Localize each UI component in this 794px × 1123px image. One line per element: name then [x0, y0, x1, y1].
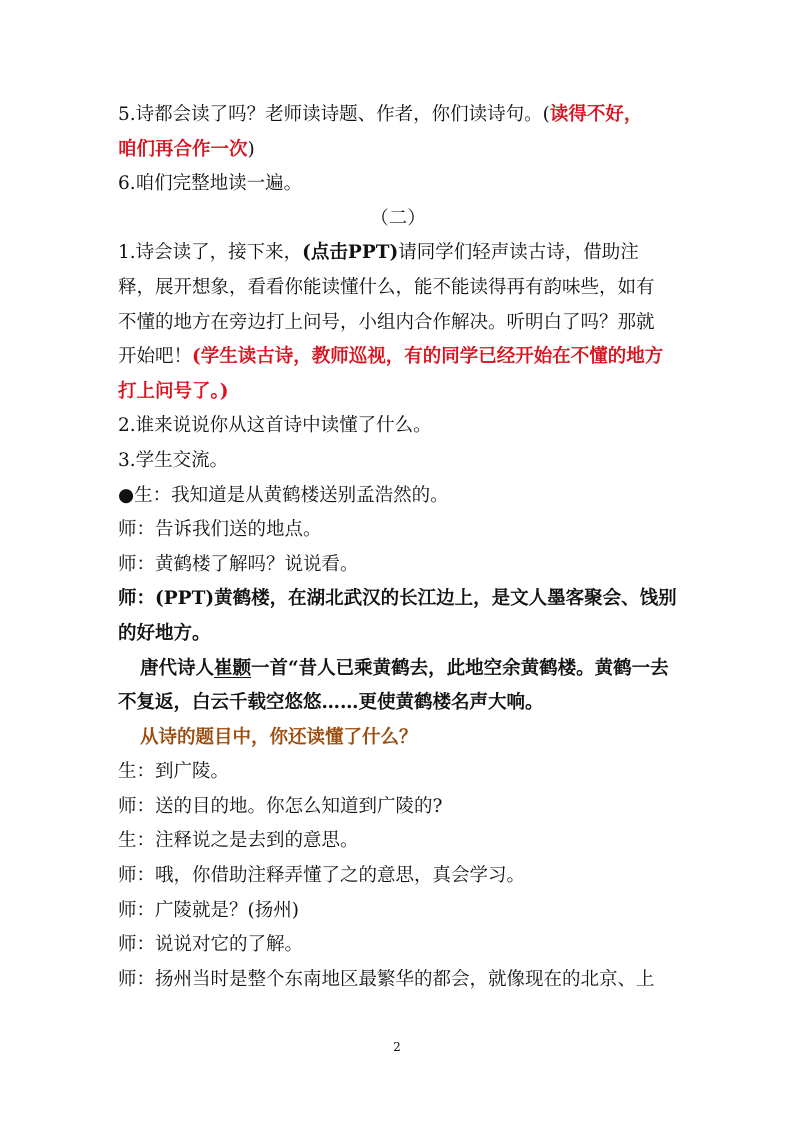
paragraph-1-cont	[118, 375, 678, 410]
red-note: (学生读古诗，教师巡视，有的同学已经开始在不懂的地方	[192, 346, 664, 368]
text-run: 请同学们轻声读古诗，借助注	[398, 242, 639, 264]
paragraph-5-cont	[118, 133, 678, 168]
text-run: 生：注释说之是去到的意思。	[118, 830, 359, 852]
paragraph-1-cont	[118, 271, 678, 306]
text-run: 6.咱们完整地读一遍。	[118, 173, 303, 195]
dialogue-line	[118, 479, 678, 514]
dialogue-line	[118, 755, 678, 790]
question-line	[118, 721, 678, 756]
bold-run: (点击PPT)	[302, 242, 399, 264]
paragraph-6	[118, 167, 678, 202]
text-run: 师：送的目的地。你怎么知道到广陵的?	[118, 795, 443, 817]
question-text: 从诗的题目中，你还读懂了什么？	[140, 726, 418, 748]
dialogue-line	[118, 894, 678, 929]
bold-run: 师：(PPT)黄鹤楼，在湖北武汉的长江边上，是文人墨客聚会、饯别	[118, 588, 677, 610]
text-run: 师：说说对它的了解。	[118, 934, 304, 956]
paragraph-5	[118, 98, 678, 133]
paragraph-3	[118, 444, 678, 479]
bold-run: 唐代诗人	[140, 657, 215, 679]
poet-name: 崔颢	[214, 657, 252, 679]
paragraph-1	[118, 236, 678, 271]
paragraph-2	[118, 409, 678, 444]
bold-run: 一首“昔人已乘黄鹤去，此地空余黄鹤楼。黄鹤一去	[251, 657, 669, 679]
text-run: 开始吧！	[118, 346, 193, 368]
paragraph-1-cont	[118, 306, 678, 341]
dialogue-line	[118, 928, 678, 963]
dialogue-line	[118, 963, 678, 998]
dialogue-line	[118, 513, 678, 548]
bold-run: 的好地方。	[118, 622, 211, 644]
text-run: 3.学生交流。	[118, 449, 229, 471]
dialogue-line	[118, 582, 678, 617]
text-run: 1.诗会读了，接下来，	[118, 242, 303, 264]
bold-run: 不复返，白云千载空悠悠……更使黄鹤楼名声大响。	[118, 692, 544, 714]
text-run: 不懂的地方在旁边打上问号，小组内合作解决。听明白了吗？那就	[118, 311, 655, 333]
text-run: 5.诗都会读了吗？老师读诗题、作者，你们读诗句。(	[118, 104, 550, 125]
section-label: （二）	[370, 207, 426, 229]
red-note: 咱们再合作一次	[118, 138, 248, 160]
dialogue-line	[118, 859, 678, 894]
text-run: ●生：我知道是从黄鹤楼送别孟浩然的。	[118, 484, 449, 506]
red-note: 读得不好，	[549, 104, 643, 125]
text-run: 释，展开想象，看看你能读懂什么，能不能读得再有韵味些，如有	[118, 276, 655, 298]
poem-intro-cont	[118, 686, 678, 721]
text-run: )	[247, 138, 255, 160]
text-run: 师：哦，你借助注释弄懂了之的意思，真会学习。	[118, 865, 526, 887]
text-run: 师：告诉我们送的地点。	[118, 519, 322, 541]
text-run: 师：广陵就是？(扬州)	[118, 899, 299, 921]
document-body	[118, 98, 678, 997]
text-run: 2.谁来说说你从这首诗中读懂了什么。	[118, 415, 432, 437]
poem-intro	[118, 652, 678, 687]
text-run: 生：到广陵。	[118, 761, 230, 783]
red-note: 打上问号了。)	[118, 380, 229, 402]
page-number: 2	[393, 1040, 401, 1054]
text-run: 师：黄鹤楼了解吗？说说看。	[118, 553, 359, 575]
dialogue-line	[118, 790, 678, 825]
paragraph-1-cont	[118, 340, 678, 375]
dialogue-line	[118, 824, 678, 859]
dialogue-line	[118, 548, 678, 583]
text-run: 师：扬州当时是整个东南地区最繁华的都会，就像现在的北京、上	[118, 968, 655, 990]
dialogue-line-cont	[118, 617, 678, 652]
section-heading	[118, 202, 678, 237]
